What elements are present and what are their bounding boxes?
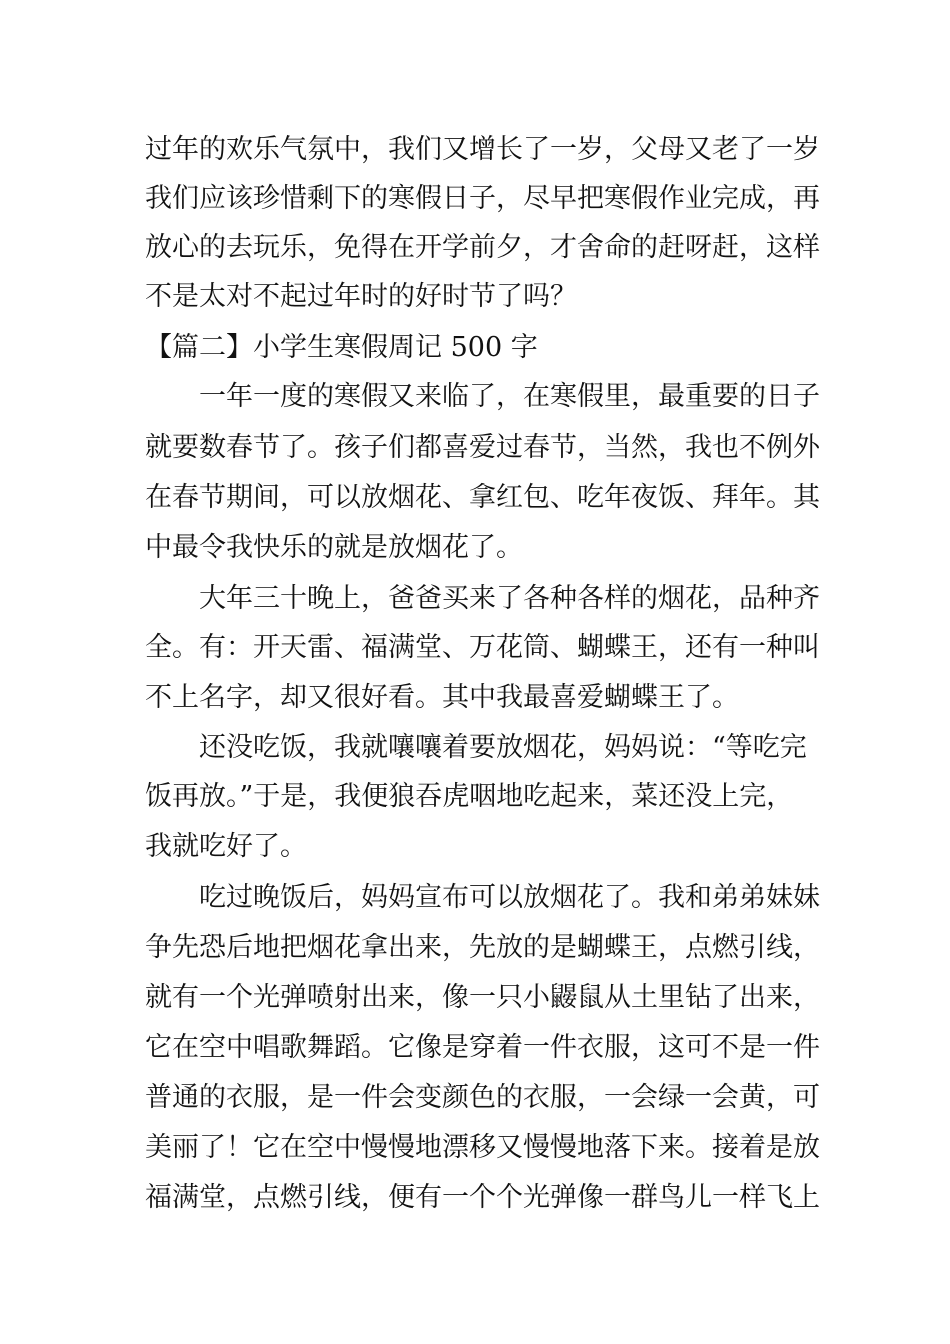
paragraph-4-line-2: 饭再放。”于是，我便狼吞虎咽地吃起来，菜还没上完， [145, 781, 794, 812]
paragraph-5-line-2: 争先恐后地把烟花拿出来，先放的是蝴蝶王，点燃引线， [145, 932, 820, 963]
paragraph-5-line-6: 美丽了！它在空中慢慢地漂移又慢慢地落下来。接着是放 [145, 1132, 820, 1163]
paragraph-3-line-3: 不上名字，却又很好看。其中我最喜爱蝴蝶王了。 [145, 682, 739, 713]
paragraph-5-line-1: 吃过晚饭后，妈妈宣布可以放烟花了。我和弟弟妹妹 [199, 882, 820, 913]
paragraph-2-line-4: 中最令我快乐的就是放烟花了。 [145, 532, 523, 563]
section-heading: 【篇二】小学生寒假周记 500 字 [145, 332, 538, 363]
paragraph-5-line-5: 普通的衣服，是一件会变颜色的衣服，一会绿一会黄，可 [145, 1082, 820, 1113]
paragraph-1-line-3: 放心的去玩乐，免得在开学前夕，才舍命的赶呀赶，这样 [145, 232, 820, 263]
paragraph-4-line-3: 我就吃好了。 [145, 831, 307, 862]
paragraph-5-line-3: 就有一个光弹喷射出来，像一只小鼹鼠从土里钻了出来， [145, 982, 820, 1013]
paragraph-2-line-3: 在春节期间，可以放烟花、拿红包、吃年夜饭、拜年。其 [145, 482, 820, 513]
paragraph-1-line-2: 我们应该珍惜剩下的寒假日子，尽早把寒假作业完成，再 [145, 183, 820, 214]
paragraph-2-line-2: 就要数春节了。孩子们都喜爱过春节，当然，我也不例外 [145, 432, 820, 463]
paragraph-3-line-1: 大年三十晚上，爸爸买来了各种各样的烟花，品种齐 [199, 583, 820, 614]
paragraph-2-line-1: 一年一度的寒假又来临了，在寒假里，最重要的日子 [199, 381, 820, 412]
paragraph-5-line-7: 福满堂，点燃引线，便有一个个光弹像一群鸟儿一样飞上 [145, 1182, 820, 1213]
paragraph-3-line-2: 全。有：开天雷、福满堂、万花筒、蝴蝶王，还有一种叫 [145, 632, 820, 663]
paragraph-1-line-1: 过年的欢乐气氛中，我们又增长了一岁，父母又老了一岁 [145, 134, 820, 165]
paragraph-4-line-1: 还没吃饭，我就嚷嚷着要放烟花，妈妈说：“等吃完 [199, 732, 807, 763]
paragraph-5-line-4: 它在空中唱歌舞蹈。它像是穿着一件衣服，这可不是一件 [145, 1032, 820, 1063]
paragraph-1-line-4: 不是太对不起过年时的好时节了吗？ [145, 281, 577, 312]
